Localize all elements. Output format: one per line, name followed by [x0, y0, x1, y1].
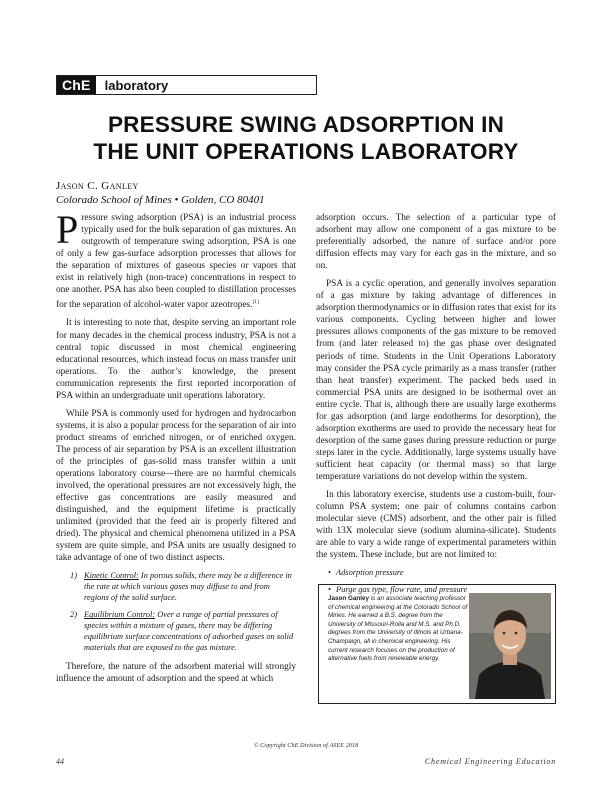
- list-number: 1): [70, 571, 77, 581]
- section-header: [56, 75, 317, 95]
- list-item: [56, 570, 296, 603]
- journal-name: Chemical Engineering Education: [424, 757, 556, 766]
- paragraph: In this laboratory exercise, students use a custom-built, four-column PSA system; one pair of columns contains carbon molecular sieve (CMS) adsorbent, and the other pair is filled with 13X molecular sieve (sodium alumina-silicate). Students are able to vary a wide range of experimental parameters within the system. These include, but are not limited to:: [316, 490, 556, 561]
- bio-text: is an associate teaching professor of chemical engineering at the Colorado School of Mines. He earned a B.S. degree from the University of Missouri-Rolla and M.S. and Ph.D. degrees from the University of Illinois at Urbana-Champaign, all in chemical engineering. His current research focuses on the production of alternative fuels from renewable energy.: [328, 595, 468, 663]
- paragraph: It is interesting to note that, despite serving an important role for many decades in the chemical process industry, PSA is not a central topic discussed in most chemical engineering educational resources, which instead focus on mass transfer unit operations. To the author’s knowledge, the present communication represents the first reported incorporation of PSA within an undergraduate unit operations laboratory.: [56, 318, 296, 401]
- page-number: 44: [56, 757, 64, 766]
- list-text: Over a range of partial pressures of species within a mixture of gases, there may be differing equilibrium surface concentrations of adsorbed gases on solid materials that are exposed to the gas mixture.: [84, 610, 294, 653]
- list-text: In porous solids, there may be a difference in the rate at which various gases may diffuse to and from regions of the solid surface.: [84, 571, 292, 603]
- author-portrait-icon: [469, 593, 551, 699]
- list-term: Equilibrium Control:: [84, 610, 156, 620]
- section-label: laboratory: [104, 77, 169, 93]
- left-column: [56, 207, 296, 692]
- bio-name: Jason Ganley: [328, 595, 369, 602]
- article-title: [40, 111, 572, 165]
- paragraph: adsorption occurs. The selection of a particular type of adsorbent may allow one component of a gas mixture to be preferentially adsorbed, the nature of surface and/or pore diffusion effects may vary for each gas in the mixture, and so on.: [316, 213, 556, 272]
- paragraph-text: ressure swing adsorption (PSA) is an industrial process typically used for the bulk separation of gas mixtures. An outgrowth of temperature swing adsorption, PSA is one of only a few gas-surface adsorption processes that allows for the separation of mixtures of gaseous species or vapors that exist in relatively high (non-trace) concentrations in respect to one another. PSA has also been coupled to distillation processes for the separation of alcohol-water vapor azeotropes.: [56, 213, 296, 311]
- copyright-notice: © Copyright ChE Division of ASEE 2018: [253, 742, 359, 749]
- list-number: 2): [70, 610, 77, 620]
- list-item: [316, 567, 556, 578]
- list-text: Purge gas type, flow rate, and pressure: [336, 585, 468, 595]
- bullet-icon: •: [328, 585, 331, 595]
- paragraph: [56, 207, 296, 311]
- title-line: THE UNIT OPERATIONS LABORATORY: [93, 139, 519, 164]
- list-text: Adsorption pressure: [336, 568, 404, 578]
- author-bio: [328, 595, 468, 664]
- author-photo: [469, 593, 551, 699]
- list-term: Kinetic Control:: [84, 571, 139, 581]
- reference-marker[interactable]: [1]: [252, 299, 259, 306]
- paragraph: PSA is a cyclic operation, and generally involves separation of a gas mixture by taking advantage of differences in adsorption thermodynamics or in diffusion rates that exist for its various components. Cycling between higher and lower pressures allows components of the gas mixture to be removed from (and later released to) the gas phase over designated periods of time. Students in the Unit Operations Laboratory may consider the PSA cycle primarily as a mass transfer (rather than heat transfer) experiment. The packed beds used in commercial PSA units are designed to be isothermal over an entire cycle. That is, although there are usually large exotherms for gas adsorption (and large endotherms for desorption), the adsorption exotherms are used to provide the necessary heat for desorption of the same gases during pressure reduction or purge steps later in the cycle. Additionally, large systems usually have sufficient heat capacity (or thermal mass) so that large temperature variations do not develop within the system.: [316, 279, 556, 482]
- drop-cap: P: [56, 207, 79, 252]
- list-item: [56, 609, 296, 653]
- author-bio-box: [318, 584, 556, 704]
- author-name: Jason C. Ganley: [56, 180, 139, 192]
- bullet-icon: •: [328, 568, 331, 578]
- paragraph: Therefore, the nature of the adsorbent material will strongly influence the amount of adsorption and the speed at which: [56, 662, 296, 685]
- author-affiliation: Colorado School of Mines • Golden, CO 80401: [56, 194, 265, 206]
- title-line: PRESSURE SWING ADSORPTION IN: [107, 112, 505, 137]
- paragraph: While PSA is commonly used for hydrogen and hydrocarbon systems, it is also a popular process for the separation of air into product streams of enriched nitrogen, or of enriched oxygen. The process of air separation by PSA is an excellent illustration of the principles of gas-solid mass transfer within a unit operations laboratory course—there are no harmful chemicals involved, the operational pressures are not excessively high, the effective gas concentrations are easily measured and distinguished, and the equipment lifetime is practically unlimited (provided that the feed air is properly filtered and dried). The physical and chemical phenomena utilized in a PSA system are quite simple, and PSA units are usually designed to take advantage of one of two distinct aspects.: [56, 408, 296, 564]
- numbered-list: [56, 570, 296, 653]
- che-badge: ChE: [57, 76, 96, 94]
- right-column: [316, 212, 556, 601]
